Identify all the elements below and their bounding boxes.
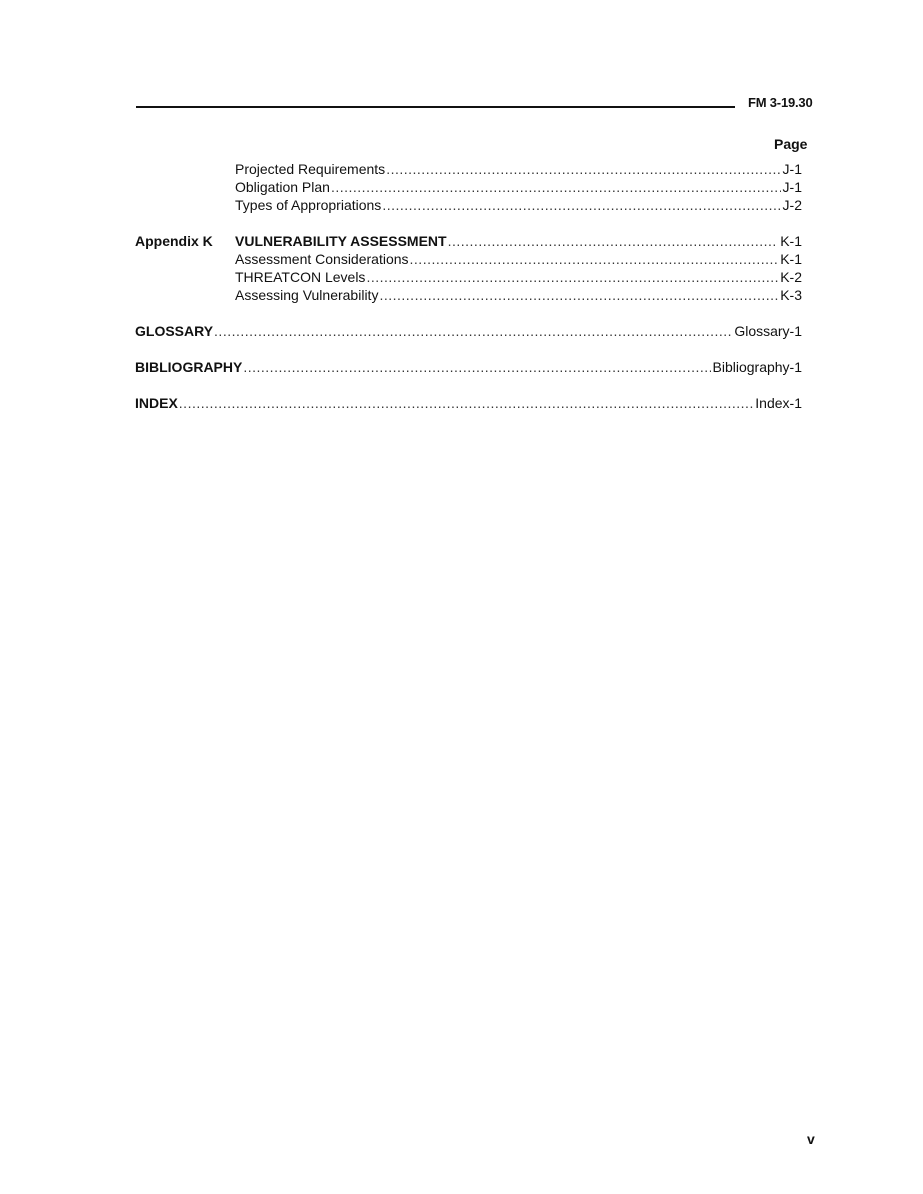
toc-entry-title: BIBLIOGRAPHY xyxy=(135,359,243,375)
toc-entry-title: VULNERABILITY ASSESSMENT xyxy=(235,233,447,249)
dot-leader xyxy=(386,160,780,178)
dot-leader xyxy=(382,196,780,214)
toc-entry-page: Bibliography-1 xyxy=(712,359,802,375)
dot-leader xyxy=(410,250,779,268)
header-rule xyxy=(136,106,735,108)
toc-entry-page: K-2 xyxy=(780,269,802,285)
toc-entry-page: J-2 xyxy=(782,197,802,213)
toc-entry-title: Obligation Plan xyxy=(235,179,330,195)
appendix-label: Appendix K xyxy=(135,233,213,249)
toc-entry-title: THREATCON Levels xyxy=(235,269,366,285)
dot-leader xyxy=(214,322,732,340)
toc-entry-page: K-1 xyxy=(780,251,802,267)
document-id: FM 3-19.30 xyxy=(748,95,813,110)
toc-entry-title: Projected Requirements xyxy=(235,161,386,177)
toc-entry-projected-requirements[interactable] xyxy=(235,160,802,178)
toc-entry-title: Types of Appropriations xyxy=(235,197,382,213)
dot-leader xyxy=(179,394,754,412)
toc-entry-page: K-3 xyxy=(780,287,802,303)
toc-entry-page: Index-1 xyxy=(755,395,802,411)
toc-entry-appendix-k[interactable] xyxy=(135,232,802,250)
dot-leader xyxy=(243,358,710,376)
toc-entry-title: INDEX xyxy=(135,395,178,411)
toc-entry-types-of-appropriations[interactable] xyxy=(235,196,802,214)
dot-leader xyxy=(448,232,779,250)
toc-entry-page: K-1 xyxy=(780,233,802,249)
toc-entry-glossary[interactable] xyxy=(135,322,802,340)
page-number: v xyxy=(807,1131,815,1147)
toc-entry-bibliography[interactable] xyxy=(135,358,802,376)
toc-entry-assessment-considerations[interactable] xyxy=(235,250,802,268)
toc-entry-title: Assessment Considerations xyxy=(235,251,409,267)
page-column-heading: Page xyxy=(774,136,808,152)
toc-entry-page: J-1 xyxy=(782,179,802,195)
toc-entry-assessing-vulnerability[interactable] xyxy=(235,286,802,304)
toc-entry-title: GLOSSARY xyxy=(135,323,214,339)
dot-leader xyxy=(331,178,781,196)
toc-entry-page: J-1 xyxy=(782,161,802,177)
dot-leader xyxy=(379,286,778,304)
toc-entry-title: Assessing Vulnerability xyxy=(235,287,379,303)
toc-entry-obligation-plan[interactable] xyxy=(235,178,802,196)
dot-leader xyxy=(366,268,778,286)
toc-entry-page: Glossary-1 xyxy=(734,323,802,339)
toc-entry-threatcon-levels[interactable] xyxy=(235,268,802,286)
toc-entry-index[interactable] xyxy=(135,394,802,412)
